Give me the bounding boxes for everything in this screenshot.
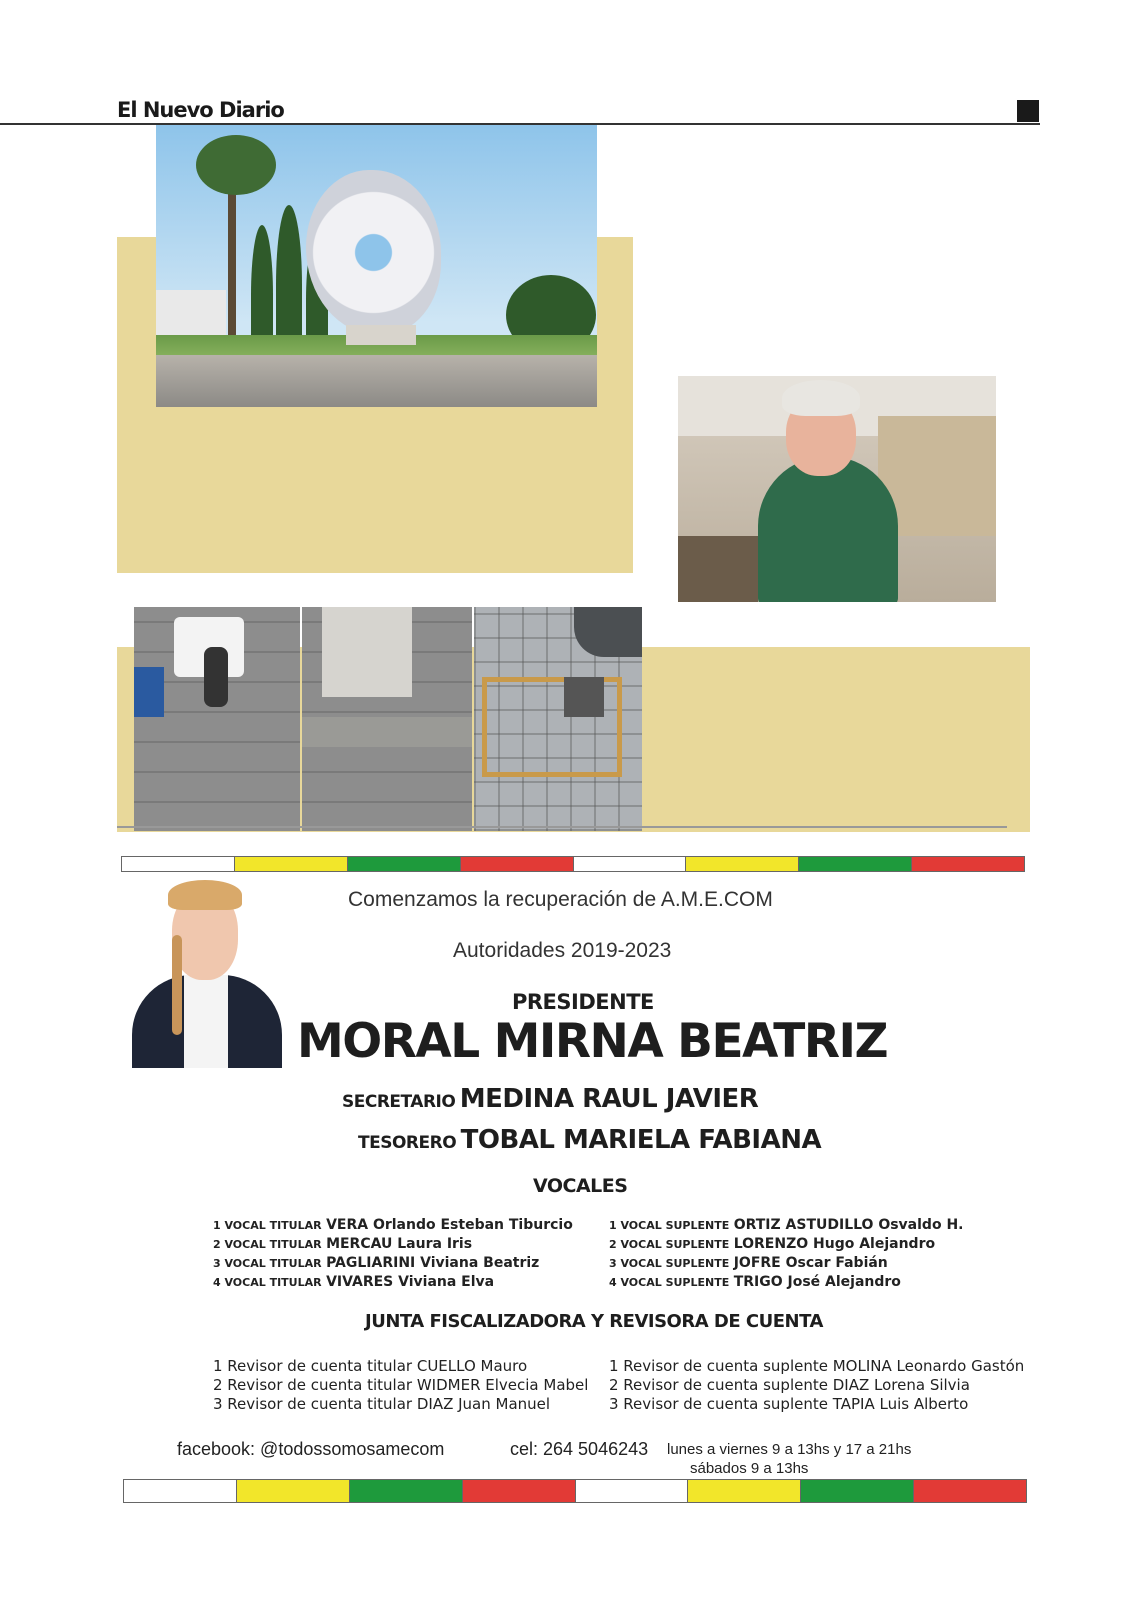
ad-intro: Comenzamos la recuperación de A.M.E.COM bbox=[348, 888, 773, 911]
revisores-suplentes-list bbox=[609, 1357, 1029, 1414]
list-item: 2 Revisor de cuenta suplente DIAZ Lorena Silvia bbox=[609, 1376, 970, 1394]
sidewalk-photo-1 bbox=[134, 607, 300, 831]
phone-number: cel: 264 5046243 bbox=[510, 1439, 649, 1459]
list-item: 3 VOCAL TITULAR PAGLIARINI Viviana Beatriz bbox=[213, 1255, 540, 1271]
list-item: 3 VOCAL SUPLENTE JOFRE Oscar Fabián bbox=[609, 1255, 888, 1271]
secretary-line bbox=[342, 1084, 758, 1114]
list-item: 2 VOCAL TITULAR MERCAU Laura Iris bbox=[213, 1236, 473, 1252]
treasurer-name: TOBAL MARIELA FABIANA bbox=[460, 1125, 822, 1155]
list-item: 1 Revisor de cuenta suplente MOLINA Leonardo Gastón bbox=[609, 1357, 1025, 1375]
list-item: 3 Revisor de cuenta suplente TAPIA Luis Alberto bbox=[609, 1395, 969, 1413]
president-label: PRESIDENTE bbox=[512, 990, 654, 1014]
sidewalk-photo-3 bbox=[474, 607, 642, 831]
list-item: 1 VOCAL SUPLENTE ORTIZ ASTUDILLO Osvaldo H. bbox=[609, 1217, 964, 1233]
list-item: 1 Revisor de cuenta titular CUELLO Mauro bbox=[213, 1357, 528, 1375]
secretary-name: MEDINA RAUL JAVIER bbox=[459, 1084, 759, 1114]
vocales-suplentes-list bbox=[609, 1216, 1019, 1292]
masthead: El Nuevo Diario bbox=[117, 98, 284, 122]
facebook-handle: facebook: @todossomosamecom bbox=[177, 1439, 445, 1459]
hours-weekdays: lunes a viernes 9 a 13hs y 17 a 21hs bbox=[667, 1441, 912, 1458]
secretary-label: SECRETARIO bbox=[342, 1092, 456, 1112]
junta-title: JUNTA FISCALIZADORA Y REVISORA DE CUENTA bbox=[365, 1311, 823, 1332]
man-portrait-photo bbox=[678, 376, 996, 602]
treasurer-line bbox=[358, 1125, 821, 1155]
ad-period: Autoridades 2019-2023 bbox=[453, 939, 672, 962]
vocales-title: VOCALES bbox=[533, 1175, 628, 1197]
list-item: 4 VOCAL TITULAR VIVARES Viviana Elva bbox=[213, 1274, 495, 1290]
sculpture-photo bbox=[156, 125, 597, 407]
list-item: 2 VOCAL SUPLENTE LORENZO Hugo Alejandro bbox=[609, 1236, 936, 1252]
list-item: 4 VOCAL SUPLENTE TRIGO José Alejandro bbox=[609, 1274, 901, 1290]
treasurer-label: TESORERO bbox=[358, 1133, 457, 1153]
list-item: 2 Revisor de cuenta titular WIDMER Elvecia Mabel bbox=[213, 1376, 589, 1394]
color-bar-top bbox=[121, 856, 1025, 872]
candidate-portrait bbox=[122, 880, 290, 1068]
vocales-titulares-list bbox=[213, 1216, 593, 1292]
color-bar-bottom bbox=[123, 1479, 1027, 1503]
sidewalk-photo-2 bbox=[302, 607, 472, 831]
page-marker bbox=[1017, 100, 1039, 122]
president-name: MORAL MIRNA BEATRIZ bbox=[297, 1014, 888, 1069]
hours-saturday: sábados 9 a 13hs bbox=[690, 1460, 809, 1477]
section-divider bbox=[117, 826, 1007, 828]
list-item: 3 Revisor de cuenta titular DIAZ Juan Manuel bbox=[213, 1395, 551, 1413]
list-item: 1 VOCAL TITULAR VERA Orlando Esteban Tiburcio bbox=[213, 1217, 573, 1233]
revisores-titulares-list bbox=[213, 1357, 593, 1414]
